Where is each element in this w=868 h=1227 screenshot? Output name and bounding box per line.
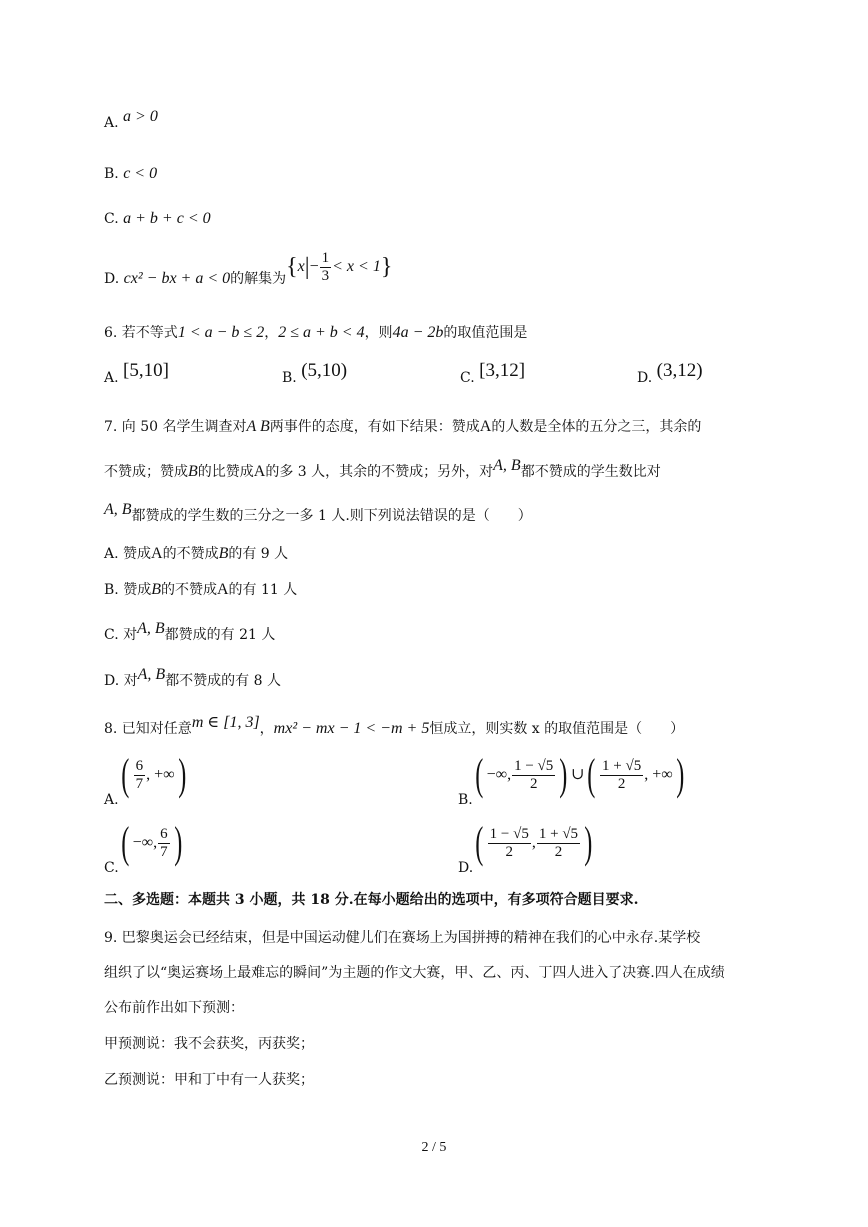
q7-var-a: A bbox=[253, 463, 266, 480]
option-text: 的不赞成 bbox=[162, 546, 219, 562]
q7-var-ab: A, B bbox=[137, 620, 165, 637]
q7-text: 的多 3 人，其余的不赞成；另外，对 bbox=[265, 464, 494, 480]
fraction-numerator: 1 − √5 bbox=[514, 757, 554, 774]
q5-option-b bbox=[104, 163, 157, 185]
paren-right: ) bbox=[177, 750, 186, 799]
paren-left: ( bbox=[475, 750, 484, 799]
q6-option-b bbox=[282, 360, 348, 388]
option-expr: a + b + c < 0 bbox=[123, 210, 211, 227]
q6-prefix: 6. 若不等式 bbox=[104, 325, 178, 341]
q5-option-d bbox=[104, 249, 393, 302]
fraction-numerator: 6 bbox=[160, 825, 168, 842]
q7-var-b: B bbox=[218, 545, 229, 562]
q8-text: 8. 已知对任意 bbox=[104, 721, 192, 737]
option-text: 都赞成的有 21 人 bbox=[164, 627, 276, 643]
paren-right: ) bbox=[584, 818, 593, 867]
q6-stem bbox=[104, 322, 527, 344]
option-label: C. bbox=[460, 370, 475, 386]
q7-option-b bbox=[104, 579, 297, 601]
q7-text: 的比赞成 bbox=[197, 464, 254, 480]
option-label: C. bbox=[104, 860, 119, 876]
q7-var-ab: A, B bbox=[137, 666, 166, 683]
fraction-denominator: 7 bbox=[135, 775, 144, 792]
set-var: x bbox=[297, 258, 305, 275]
q5-option-c bbox=[104, 208, 211, 230]
q9-line1: 9. 巴黎奥运会已经结束，但是中国运动健儿们在赛场上为国拼搏的精神在我们的心中永存.某学校 bbox=[104, 930, 701, 946]
q6-option-a bbox=[104, 360, 169, 388]
q8-stem bbox=[104, 714, 685, 740]
fraction-numerator: 1 + √5 bbox=[538, 825, 579, 842]
option-value: [3,12] bbox=[479, 360, 526, 381]
fraction bbox=[512, 758, 555, 793]
fraction-denominator: 2 bbox=[617, 775, 626, 792]
q6-sep2: ，则 bbox=[364, 325, 393, 341]
option-text: 的有 11 人 bbox=[228, 582, 298, 598]
q7-line1 bbox=[104, 416, 701, 438]
option-text: B. 赞成 bbox=[104, 582, 152, 598]
q6-suffix: 的取值范围是 bbox=[443, 325, 528, 341]
option-value: (3,12) bbox=[656, 360, 703, 381]
section-heading: 二、多选题：本题共 3 小题，共 18 分.在每小题给出的选项中，有多项符合题目要求. bbox=[104, 892, 639, 908]
q8-ineq: mx² − mx − 1 < −m + 5 bbox=[273, 720, 430, 737]
q7-text: 都不赞成的学生数比对 bbox=[520, 464, 661, 480]
q7-line2 bbox=[104, 457, 661, 483]
q7-text: 都赞成的学生数的三分之一多 1 人.则下列说法错误的是（ ） bbox=[131, 508, 532, 524]
q7-option-a bbox=[104, 543, 288, 565]
option-label: D. bbox=[458, 860, 474, 876]
option-label: A. bbox=[104, 115, 119, 131]
fraction bbox=[488, 826, 531, 861]
option-label: B. bbox=[458, 792, 473, 808]
q7-var-a: A bbox=[216, 581, 229, 598]
paren-left: ( bbox=[121, 750, 130, 799]
q6-option-c bbox=[460, 360, 526, 388]
q8-text: 恒成立，则实数 x 的取值范围是（ ） bbox=[429, 721, 685, 737]
set-fraction bbox=[320, 250, 332, 285]
q7-events: A B bbox=[246, 418, 270, 435]
q7-option-d bbox=[104, 666, 281, 692]
fraction-numerator: 6 bbox=[135, 757, 144, 774]
solution-set: {x|− $\frac{1}{3}$ < x < 1} bbox=[286, 249, 393, 284]
union-symbol: ∪ bbox=[570, 766, 585, 783]
set-minus: − bbox=[309, 258, 319, 275]
paren-left: ( bbox=[587, 750, 596, 799]
option-value: (5,10) bbox=[301, 360, 348, 381]
page-number: 2 / 5 bbox=[421, 1140, 447, 1155]
q7-var-a: A bbox=[151, 545, 163, 562]
comma: , bbox=[531, 834, 536, 851]
option-expr: c < 0 bbox=[123, 165, 158, 182]
q6-sep: ， bbox=[264, 325, 279, 341]
fraction-denominator: 2 bbox=[505, 843, 513, 860]
q6-ineq2: 2 ≤ a + b < 4 bbox=[278, 324, 365, 341]
paren-left: ( bbox=[121, 818, 130, 867]
option-text: C. 对 bbox=[104, 627, 138, 643]
q9-line2: 组织了以“奥运赛场上最难忘的瞬间”为主题的作文大赛，甲、乙、丙、丁四人进入了决赛.四人在成绩 bbox=[104, 965, 725, 981]
fraction-denominator: 2 bbox=[554, 843, 563, 860]
q7-var-a: A bbox=[479, 418, 492, 435]
option-text: 都不赞成的有 8 人 bbox=[165, 673, 281, 689]
q8-sep: ， bbox=[259, 721, 274, 737]
q7-var-b: B bbox=[188, 463, 198, 480]
q9-line4: 甲预测说：我不会获奖，丙获奖； bbox=[104, 1036, 314, 1052]
fraction-denominator: 3 bbox=[321, 267, 330, 284]
fraction bbox=[134, 758, 146, 793]
option-text: 的解集为 bbox=[230, 271, 287, 287]
q5-option-a bbox=[104, 108, 158, 134]
option-label: A. bbox=[104, 370, 119, 386]
paren-right: ) bbox=[173, 818, 182, 867]
option-text: 的有 9 人 bbox=[228, 546, 289, 562]
q6-expr: 4a − 2b bbox=[392, 324, 444, 341]
q7-line3 bbox=[104, 501, 532, 527]
option-label: D. bbox=[104, 271, 120, 287]
option-label: B. bbox=[104, 166, 119, 182]
fraction bbox=[537, 826, 580, 861]
q6-ineq1: 1 < a − b ≤ 2 bbox=[177, 324, 265, 341]
paren-left: ( bbox=[475, 818, 484, 867]
paren-right: ) bbox=[675, 750, 685, 799]
q9-line5: 乙预测说：甲和丁中有一人获奖； bbox=[104, 1072, 314, 1088]
q7-var-b: B bbox=[151, 581, 161, 598]
option-rest: , +∞ bbox=[146, 766, 175, 783]
option-expr: cx² − bx + a < 0 bbox=[123, 270, 231, 287]
option-left: −∞, bbox=[132, 834, 158, 851]
option-label: C. bbox=[104, 211, 119, 227]
set-range: < x < 1 bbox=[332, 258, 381, 275]
option-label: A. bbox=[104, 792, 119, 808]
fraction-denominator: 2 bbox=[529, 775, 538, 792]
q7-text: 的人数是全体的五分之三，其余的 bbox=[491, 419, 702, 435]
q6-option-d bbox=[637, 360, 703, 388]
option-value: [5,10] bbox=[123, 360, 169, 381]
q7-var-ab: A, B bbox=[493, 457, 521, 474]
option-right: , +∞ bbox=[644, 766, 673, 783]
q9-line3: 公布前作出如下预测： bbox=[104, 1000, 244, 1016]
option-text: D. 对 bbox=[104, 673, 138, 689]
q7-var-ab: A, B bbox=[104, 501, 132, 518]
option-left: −∞, bbox=[486, 766, 512, 783]
option-text: A. 赞成 bbox=[104, 546, 152, 562]
option-label: D. bbox=[637, 370, 653, 386]
q7-text: 7. 向 50 名学生调查对 bbox=[104, 419, 247, 435]
option-text: 的不赞成 bbox=[160, 582, 217, 598]
fraction bbox=[158, 826, 170, 861]
option-label: B. bbox=[282, 370, 297, 386]
fraction-numerator: 1 − √5 bbox=[489, 825, 529, 842]
q7-text: 不赞成；赞成 bbox=[104, 464, 188, 480]
option-expr: a > 0 bbox=[123, 108, 158, 125]
fraction bbox=[600, 758, 643, 793]
fraction-numerator: 1 bbox=[321, 249, 330, 266]
fraction-numerator: 1 + √5 bbox=[602, 757, 642, 774]
paren-right: ) bbox=[559, 750, 568, 799]
q7-text: 两事件的态度，有如下结果：赞成 bbox=[269, 419, 480, 435]
fraction-denominator: 7 bbox=[160, 843, 168, 860]
q7-option-c bbox=[104, 620, 276, 646]
q8-cond: m ∈ [1, 3] bbox=[191, 714, 260, 731]
